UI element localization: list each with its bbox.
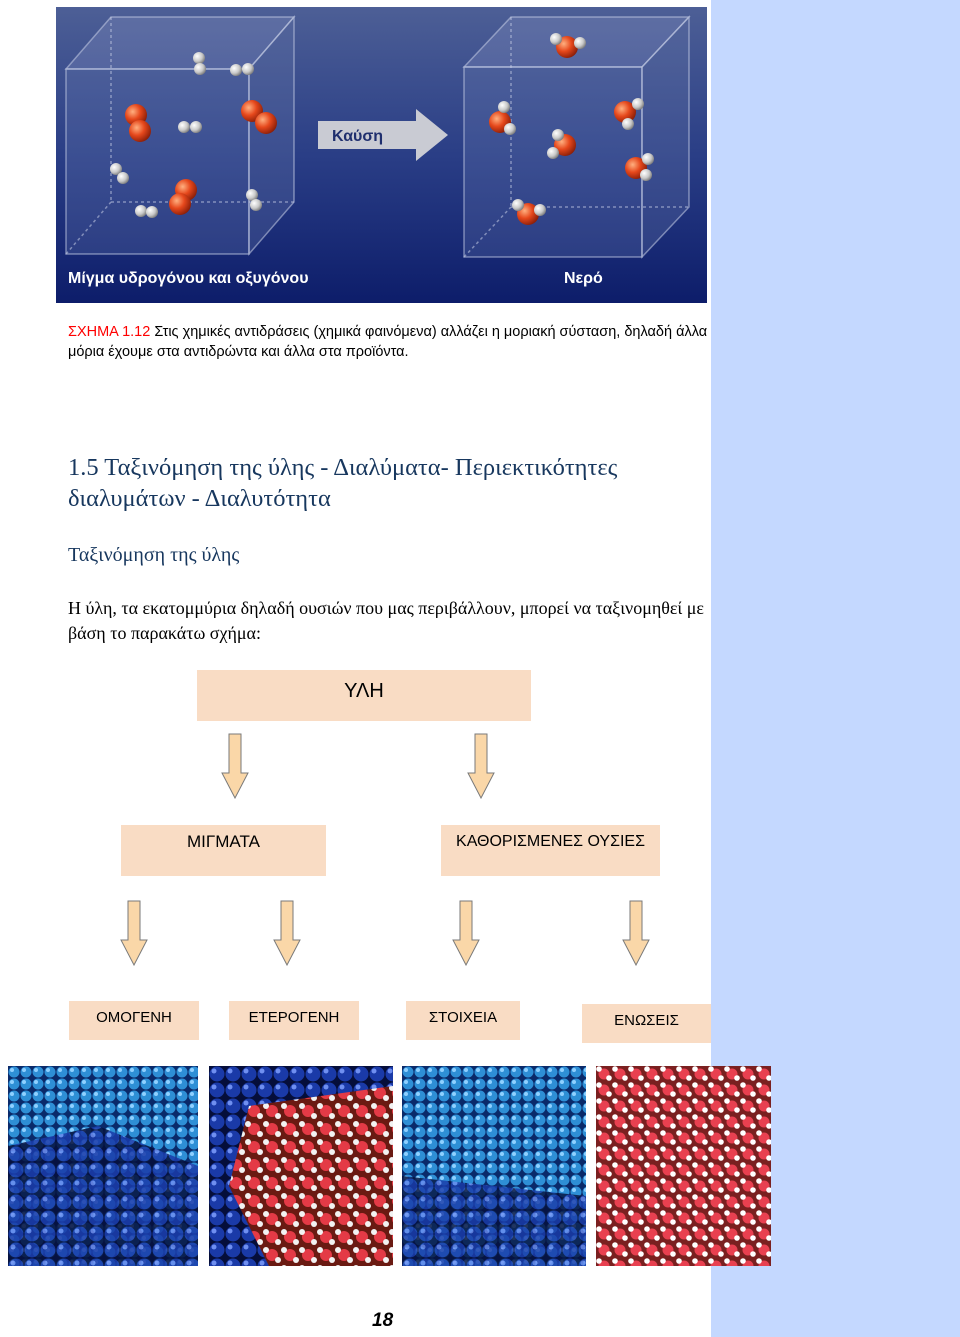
- down-arrow-icon: [120, 900, 148, 966]
- section-heading: 1.5 Ταξινόμηση της ύλης - Διαλύματα- Περιεκτικότητες διαλυμάτων - Διαλυτότητα: [68, 454, 618, 512]
- water-label: Νερό: [564, 270, 603, 287]
- arrow-label: Καύση: [332, 128, 384, 145]
- section-paragraph: Η ύλη, τα εκατομμύρια δηλαδή ουσιών που μας περιβάλλουν, μπορεί να ταξινομηθεί με βάση το παρακάτω σχήμα:: [68, 598, 704, 643]
- homogeneous-label: ΟΜΟΓΕΝΗ: [96, 1009, 172, 1026]
- homogeneous-model-image: [8, 1066, 198, 1266]
- combustion-figure: [56, 7, 707, 303]
- down-arrow-icon: [467, 733, 495, 799]
- pure-substances-box: [441, 825, 660, 876]
- element-model-image: [402, 1066, 586, 1266]
- heterogeneous-box: [229, 1001, 359, 1040]
- mixture-label: Μίγμα υδρογόνου και οξυγόνου: [68, 270, 309, 287]
- figure-caption: [68, 322, 708, 362]
- compound-model-image: [596, 1066, 771, 1266]
- elements-label: ΣΤΟΙΧΕΙΑ: [428, 1009, 498, 1026]
- elements-box: [406, 1001, 520, 1040]
- page-number: 18: [372, 1310, 394, 1331]
- pure-substances-label: ΚΑΘΟΡΙΣΜΕΝΕΣ ΟΥΣΙΕΣ: [456, 833, 645, 850]
- compounds-label: ΕΝΩΣΕΙΣ: [614, 1012, 679, 1029]
- compounds-box: [582, 1004, 711, 1043]
- caption-label: ΣΧΗΜΑ 1.12: [68, 324, 151, 340]
- down-arrow-icon: [273, 900, 301, 966]
- matter-label: ΥΛΗ: [344, 680, 384, 702]
- matter-box: [197, 670, 531, 721]
- homogeneous-box: [69, 1001, 199, 1040]
- mixtures-box: [121, 825, 326, 876]
- section-subheading: Ταξινόμηση της ύλης: [68, 544, 240, 566]
- down-arrow-icon: [622, 900, 650, 966]
- down-arrow-icon: [452, 900, 480, 966]
- down-arrow-icon: [221, 733, 249, 799]
- mixtures-label: ΜΙΓΜΑΤΑ: [187, 832, 260, 851]
- heterogeneous-model-image: [209, 1066, 393, 1266]
- heterogeneous-label: ΕΤΕΡΟΓΕΝΗ: [248, 1009, 340, 1026]
- caption-text: Στις χημικές αντιδράσεις (χημικά φαινόμενα) αλλάζει η μοριακή σύσταση, δηλαδή άλλα μόρια έχουμε στα αντιδρώντα και άλλα στα προϊόντα.: [68, 324, 708, 360]
